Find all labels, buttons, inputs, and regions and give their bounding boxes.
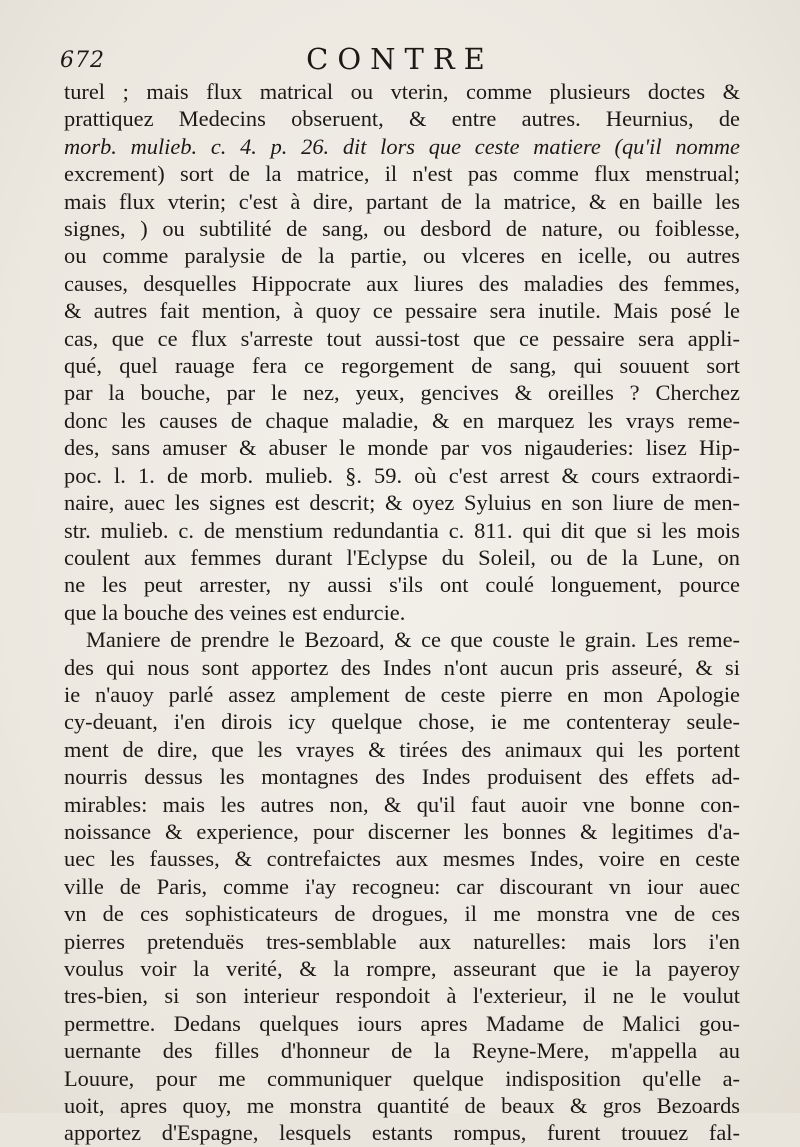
text-line: ne les peut arrester, ny aussi s'ils ont coulé longuement, pource (64, 572, 740, 598)
text-line: uec les fausses, & contrefaictes aux mesmes Indes, voire en ceste (64, 846, 740, 872)
text-body (64, 78, 740, 1147)
text-line: morb. mulieb. c. 4. p. 26. dit lors que ceste matiere (qu'il nomme (64, 133, 740, 159)
text-line: mirables: mais les autres non, & qu'il faut auoir vne bonne con- (64, 791, 740, 817)
text-line: qué, quel rauage fera ce regorgement de sang, qui souuent sort (64, 353, 740, 379)
text-line: mais flux vterin; c'est à dire, partant de la matrice, & en baille les (64, 188, 740, 214)
text-line: uoit, apres quoy, me monstra quantité de beaux & gros Bezoards (64, 1093, 740, 1119)
text-line: turel ; mais flux matrical ou vterin, comme plusieurs doctes & (64, 79, 740, 104)
running-title: CONTRE (306, 42, 494, 76)
text-line: ville de Paris, comme i'ay recogneu: car discourant vn iour auec (64, 873, 740, 899)
text-line: permettre. Dedans quelques iours apres Madame de Malici gou- (64, 1010, 740, 1036)
text-line: vn de ces sophisticateurs de drogues, il me monstra vne de ces (64, 901, 740, 927)
text-line: cy-deuant, i'en dirois icy quelque chose, ie me contenteray seule- (64, 709, 740, 735)
text-line: voulus voir la verité, & la rompre, asseurant que ie la payeroy (64, 956, 740, 981)
text-line: naire, auec les signes est descrit; & oyez Syluius en son liure de men- (64, 490, 740, 516)
text-line: pierres pretenduës tres-semblable aux naturelles: mais lors i'en (64, 928, 740, 954)
text-line: des, sans amuser & abuser le monde par vos nigauderies: lisez Hip- (64, 435, 740, 461)
section-heading-line: Maniere de prendre le Bezoard, & ce que couste le grain. Les reme- (86, 627, 740, 653)
text-line: par la bouche, par le nez, yeux, gencives & oreilles ? Cherchez (64, 380, 740, 406)
text-line: que la bouche des veines est endurcie. (64, 599, 406, 625)
text-line: excrement) sort de la matrice, il n'est pas comme flux menstrual; (64, 161, 740, 187)
text-line: apportez d'Espagne, lesquels estants rompus, furent trouuez fal- (64, 1120, 740, 1146)
text-line: des qui nous sont apportez des Indes n'ont aucun pris asseuré, & si (64, 654, 740, 680)
text-line: coulent aux femmes durant l'Eclypse du Soleil, ou de la Lune, on (64, 544, 740, 570)
text-line: ment de dire, que les vrayes & tirées des animaux qui les portent (64, 736, 740, 762)
text-line: poc. l. 1. de morb. mulieb. §. 59. où c'est arrest & cours extraordi- (64, 462, 740, 488)
text-line: prattiquez Medecins obseruent, & entre autres. Heurnius, de (64, 106, 740, 132)
text-line: cas, que ce flux s'arreste tout aussi-tost que ce pessaire sera appli- (64, 325, 740, 351)
text-line: uernante des filles d'honneur de la Reyne-Mere, m'appella au (64, 1038, 740, 1064)
page-header (58, 42, 742, 76)
text-line: tres-bien, si son interieur respondoit à l'exterieur, il ne le voulut (64, 983, 740, 1009)
text-line: & autres fait mention, à quoy ce pessaire sera inutile. Mais posé le (64, 298, 740, 324)
page-number: 672 (60, 48, 105, 73)
text-line: Louure, pour me communiquer quelque indisposition qu'elle a- (64, 1065, 740, 1091)
text-line: nourris dessus les montagnes des Indes produisent des effets ad- (64, 764, 740, 790)
text-line: str. mulieb. c. de menstium redundantia c. 811. qui dit que si les mois (64, 517, 740, 543)
text-line: causes, desquelles Hippocrate aux liures des maladies des femmes, (64, 270, 740, 296)
text-line: signes, ) ou subtilité de sang, ou desbord de nature, ou foiblesse, (64, 216, 740, 242)
text-line: donc les causes de chaque maladie, & en marquez les vrays reme- (64, 407, 740, 433)
text-line: ou comme paralysie de la partie, ou vlceres en icelle, ou autres (64, 243, 740, 269)
text-line: noissance & experience, pour discerner les bonnes & legitimes d'a- (64, 818, 740, 844)
text-line: ie n'auoy parlé assez amplement de ceste pierre en mon Apologie (64, 681, 740, 707)
